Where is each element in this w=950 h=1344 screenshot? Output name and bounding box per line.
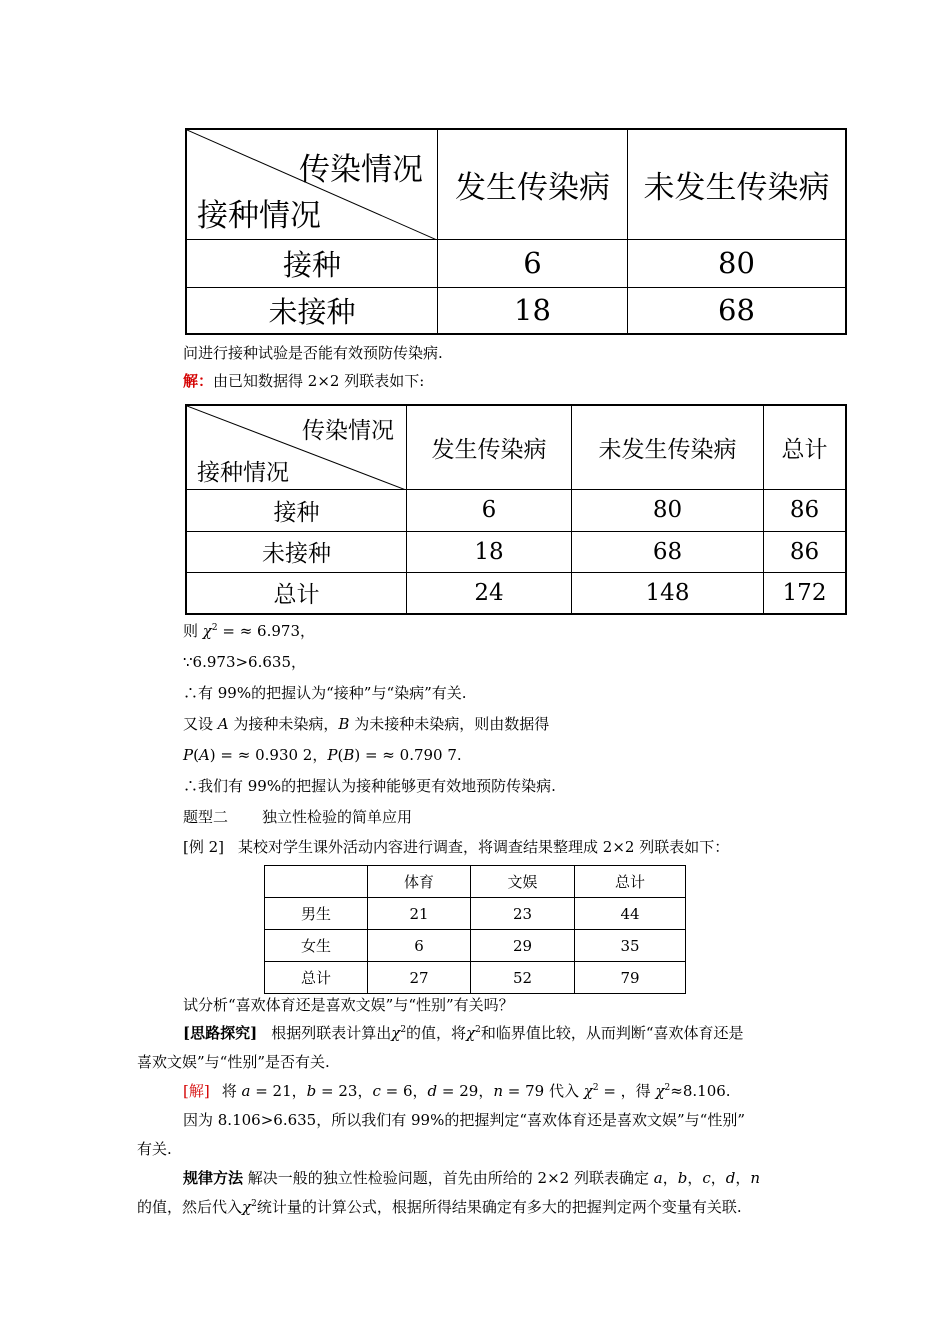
table-cell: 86 bbox=[764, 531, 847, 572]
table-cell: 80 bbox=[628, 239, 847, 287]
table-cell: 6 bbox=[438, 239, 628, 287]
example-line: [例 2] 某校对学生课外活动内容进行调查，将调查结果整理成 2×2 列联表如下： bbox=[183, 838, 730, 856]
table-cell: 148 bbox=[572, 572, 764, 614]
table-cell: 44 bbox=[575, 898, 686, 930]
table-cell bbox=[265, 866, 368, 898]
column-header: 未发生传染病 bbox=[628, 129, 847, 239]
table-cell: 68 bbox=[628, 287, 847, 334]
table-cell: 18 bbox=[407, 531, 572, 572]
section-title: 题型二 独立性检验的简单应用 bbox=[183, 808, 413, 826]
conclusion-line: ∴有 99%的把握认为“接种”与“染病”有关. bbox=[183, 684, 467, 702]
solution-label: 解： bbox=[183, 372, 214, 390]
table-cell: 6 bbox=[407, 489, 572, 531]
question-line: 试分析“喜欢体育还是喜欢文娱”与“性别”有关吗？ bbox=[183, 996, 514, 1014]
table-cell: 86 bbox=[764, 489, 847, 531]
column-header: 总计 bbox=[764, 405, 847, 489]
column-header: 发生传染病 bbox=[407, 405, 572, 489]
row-label: 未接种 bbox=[186, 531, 407, 572]
header-bottom-left: 接种情况 bbox=[197, 198, 321, 234]
contingency-table-1 bbox=[185, 128, 847, 335]
answer-label: [解] bbox=[183, 1082, 210, 1100]
chi-square-line: 则 $\chi^2$ = ≈ 6.973， bbox=[183, 622, 315, 640]
table-cell: 68 bbox=[572, 531, 764, 572]
row-label: 接种 bbox=[186, 489, 407, 531]
column-header: 发生传染病 bbox=[438, 129, 628, 239]
because2-line-2: 有关. bbox=[137, 1140, 172, 1158]
example-label: [例 2] bbox=[183, 838, 225, 856]
table-cell: 79 bbox=[575, 962, 686, 994]
table-cell: 80 bbox=[572, 489, 764, 531]
thinking-line-1: [思路探究] 根据列联表计算出$\chi^2$的值，将$\chi^2$和临界值比较，从而判断“喜欢体育还是 bbox=[183, 1024, 744, 1042]
row-label: 女生 bbox=[265, 930, 368, 962]
problem-text: 问进行接种试验是否能有效预防传染病. bbox=[183, 344, 443, 362]
answer-line: [解] 将 a = 21，b = 23，c = 6，d = 29，n = 79 代入 $\chi^2$ = ，得 $\chi^2\approx 8.106$. bbox=[183, 1082, 731, 1100]
table-cell: 18 bbox=[438, 287, 628, 334]
header-bottom-left: 接种情况 bbox=[197, 460, 289, 486]
table-cell: 6 bbox=[368, 930, 471, 962]
column-header: 总计 bbox=[575, 866, 686, 898]
contingency-table-2 bbox=[185, 404, 847, 615]
solution-text: 由已知数据得 2×2 列联表如下: bbox=[213, 372, 425, 390]
activity-table bbox=[264, 865, 686, 994]
because2-line-1: 因为 8.106>6.635，所以我们有 99%的把握判定“喜欢体育还是喜欢文娱”与“性别” bbox=[183, 1111, 746, 1129]
table-cell: 23 bbox=[471, 898, 575, 930]
header-top-right: 传染情况 bbox=[299, 152, 423, 188]
assume-line: 又设 A 为接种未染病，B 为未接种未染病，则由数据得 bbox=[183, 715, 550, 733]
row-label: 总计 bbox=[265, 962, 368, 994]
table-cell: 172 bbox=[764, 572, 847, 614]
method-label: 规律方法 bbox=[183, 1169, 244, 1187]
diagonal-header-cell bbox=[186, 129, 438, 239]
column-header: 体育 bbox=[368, 866, 471, 898]
because-line: ∵6.973>6.635， bbox=[183, 653, 306, 671]
table-cell: 27 bbox=[368, 962, 471, 994]
column-header: 未发生传染病 bbox=[572, 405, 764, 489]
method-line-1: 规律方法 解决一般的独立性检验问题，首先由所给的 2×2 列联表确定 a，b，c，d，n bbox=[183, 1169, 761, 1187]
diagonal-header-cell bbox=[186, 405, 407, 489]
row-label: 接种 bbox=[186, 239, 438, 287]
thinking-line-2: 喜欢文娱”与“性别”是否有关. bbox=[137, 1053, 330, 1071]
table-cell: 52 bbox=[471, 962, 575, 994]
row-label: 总计 bbox=[186, 572, 407, 614]
probability-line: P(A) = ≈ 0.930 2，P(B) = ≈ 0.790 7. bbox=[183, 746, 462, 764]
column-header: 文娱 bbox=[471, 866, 575, 898]
table-cell: 21 bbox=[368, 898, 471, 930]
header-top-right: 传染情况 bbox=[302, 418, 394, 444]
row-label: 男生 bbox=[265, 898, 368, 930]
solution-intro bbox=[183, 371, 424, 391]
row-label: 未接种 bbox=[186, 287, 438, 334]
conclusion-line: ∴我们有 99%的把握认为接种能够更有效地预防传染病. bbox=[183, 777, 556, 795]
thinking-label: [思路探究] bbox=[183, 1024, 258, 1042]
table-cell: 29 bbox=[471, 930, 575, 962]
table-cell: 24 bbox=[407, 572, 572, 614]
method-line-2: 的值，然后代入$\chi^2$统计量的计算公式，根据所得结果确定有多大的把握判定两个变量有关联. bbox=[137, 1198, 742, 1216]
table-cell: 35 bbox=[575, 930, 686, 962]
